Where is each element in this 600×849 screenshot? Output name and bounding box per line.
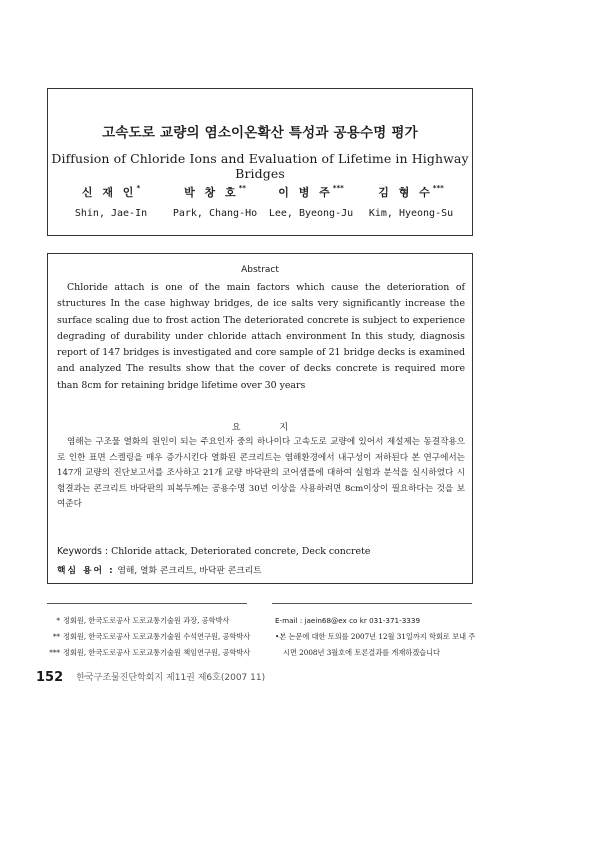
korean-abstract-text: 염해는 구조물 열화의 원인이 되는 주요인자 중의 하나이다 고속도로 교량에 있어서 제설제는 동결작용으로 인한 표면 스켈링을 매우 증가시킨다 열화된 콘크리트는 염해환경에서 내구성이 저하된다 본 연구에서는 147개 교량의 진단보고서를 조사하고 21개 교량 바닥판의 코어샘플에 대하여 실험과 분석을 실시하였다 시험결과는 콘크리트 바닥판의 피복두께는 공용수명 30년 이상을 사용하려면 8cm이상이 필요하다는 것을 보여준다 (57, 437, 465, 509)
footnote-row: ** 정회원, 한국도로공사 도로교통기술원 수석연구원, 공학박사 (52, 632, 251, 641)
author-name-en: Shin, Jae-In (74, 208, 148, 219)
journal-info: 한국구조물진단학회지 제11권 제6호(2007 11) (76, 673, 266, 683)
author-name-ko: 신 재 인* (81, 184, 141, 199)
page-footer (36, 666, 265, 685)
author-name-en: Kim, Hyeong-Su (368, 208, 454, 219)
footnote-divider-right (272, 603, 472, 604)
author-name-en: Lee, Byeong-Ju (268, 208, 354, 219)
contact-info (275, 613, 480, 661)
keywords-value: Chloride attack, Deteriorated concrete, Deck concrete (111, 546, 371, 557)
footnote-row: *** 정회원, 한국도로공사 도로교통기술원 책임연구원, 공학박사 (49, 648, 251, 657)
author-4 (356, 184, 466, 219)
keywords-label: Keywords : (57, 546, 109, 557)
keywords-ko-value: 염해, 열화 콘크리트, 바닥판 콘크리트 (117, 566, 262, 576)
keywords-korean (57, 563, 262, 576)
footnote-divider-left (47, 603, 247, 604)
author-name-ko: 박 창 호** (184, 184, 246, 199)
title-english: Diffusion of Chloride Ions and Evaluation of Lifetime in Highway Bridges (51, 151, 469, 181)
author-name-ko: 이 병 주*** (278, 184, 344, 199)
author-name-en: Park, Chang-Ho (172, 208, 258, 219)
discussion-note: •본 논문에 대한 토의를 2007년 12월 31일까지 학회로 보내 주시면 2008년 3월호에 토론결과를 게재하겠습니다 (275, 632, 476, 657)
author-2 (160, 184, 270, 219)
korean-abstract-heading: 요 지 (231, 423, 307, 433)
author-name-ko: 김 형 수*** (378, 184, 444, 199)
page-number: 152 (36, 670, 64, 685)
author-affiliations (36, 613, 250, 661)
title-box (47, 88, 473, 236)
footnote-row: * 정회원, 한국도로공사 도로교통기술원 과장, 공학박사 (56, 616, 230, 625)
author-1 (56, 184, 166, 219)
abstract-box (47, 253, 473, 584)
email-line: E-mail : jaein68@ex co kr 031-371-3339 (275, 616, 421, 625)
title-korean: 고속도로 교량의 염소이온확산 특성과 공용수명 평가 (102, 125, 418, 141)
author-3 (256, 184, 366, 219)
keywords-ko-label: 핵심 용어 : (57, 566, 115, 576)
author-list (48, 184, 472, 224)
abstract-heading: Abstract (241, 265, 279, 275)
abstract-text: Chloride attach is one of the main factors which cause the deterioration of structures In the case highway bridges, de ice salts very significantly increase the surface scaling due to frost action The deteriorated concrete is subject to experience degrading of durability under chloride attach environment In this study, diagnosis report of 147 bridges is investigated and core sample of 21 bridge decks is examined and analyzed The results show that the cover of decks concrete is required more than 8cm for retaining bridge lifetime over 30 years (57, 282, 465, 391)
keywords-english (57, 546, 370, 557)
